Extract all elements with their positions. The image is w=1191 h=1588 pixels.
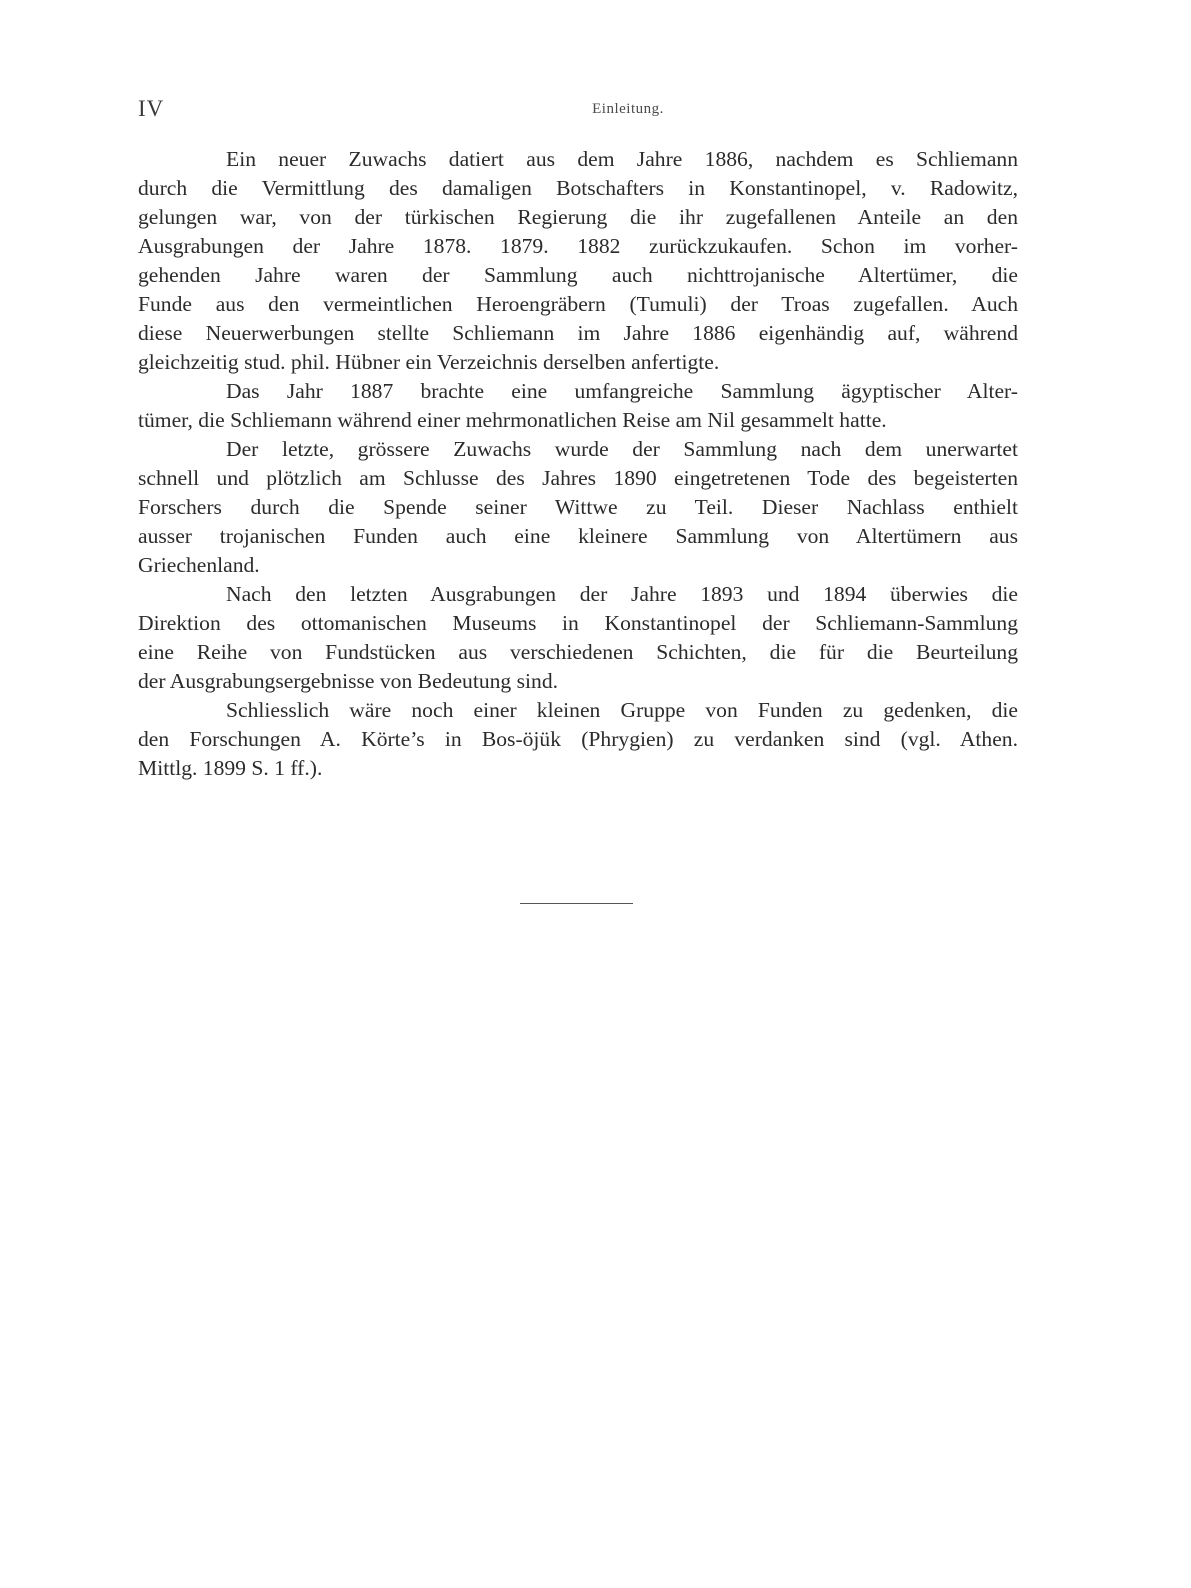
text-line: Das Jahr 1887 brachte eine umfangreiche Sammlung ägyptischer Alter-	[226, 379, 1018, 403]
paragraph-2	[138, 377, 1018, 435]
text-line: Der letzte, grössere Zuwachs wurde der Sammlung nach dem unerwartet	[226, 437, 1018, 461]
text-line: Ein neuer Zuwachs datiert aus dem Jahre 1886, nachdem es Schliemann	[226, 147, 1018, 171]
text-line: diese Neuerwerbungen stellte Schliemann im Jahre 1886 eigenhändig auf, während	[138, 321, 1018, 345]
text-line: Ausgrabungen der Jahre 1878. 1879. 1882 zurückzukaufen. Schon im vorher-	[138, 234, 1018, 258]
text-line: Forschers durch die Spende seiner Wittwe zu Teil. Dieser Nachlass enthielt	[138, 495, 1018, 519]
text-line: Direktion des ottomanischen Museums in Konstantinopel der Schliemann-Sammlung	[138, 611, 1018, 635]
body-text	[138, 145, 1018, 783]
text-line: schnell und plötzlich am Schlusse des Jahres 1890 eingetretenen Tode des begeisterten	[138, 466, 1018, 490]
text-line: Mittlg. 1899 S. 1 ff.).	[138, 756, 323, 780]
running-head: Einleitung.	[592, 101, 664, 117]
text-line: Nach den letzten Ausgrabungen der Jahre 1893 und 1894 überwies die	[226, 582, 1018, 606]
text-line: durch die Vermittlung des damaligen Botschafters in Konstantinopel, v. Radowitz,	[138, 176, 1018, 200]
section-divider	[520, 903, 633, 904]
page-header	[138, 96, 1034, 126]
text-line: Funde aus den vermeintlichen Heroengräbern (Tumuli) der Troas zugefallen. Auch	[138, 292, 1018, 316]
paragraph-3	[138, 435, 1018, 580]
paragraph-4	[138, 580, 1018, 696]
paragraph-5	[138, 696, 1018, 783]
text-line: tümer, die Schliemann während einer mehrmonatlichen Reise am Nil gesammelt hatte.	[138, 408, 887, 432]
text-line: eine Reihe von Fundstücken aus verschiedenen Schichten, die für die Beurteilung	[138, 640, 1018, 664]
text-line: der Ausgrabungsergebnisse von Bedeutung sind.	[138, 669, 559, 693]
text-line: Griechenland.	[138, 553, 260, 577]
text-line: den Forschungen A. Körte’s in Bos-öjük (Phrygien) zu verdanken sind (vgl. Athen.	[138, 727, 1018, 751]
text-line: Schliesslich wäre noch einer kleinen Gruppe von Funden zu gedenken, die	[226, 698, 1018, 722]
text-line: gleichzeitig stud. phil. Hübner ein Verzeichnis derselben anfertigte.	[138, 350, 720, 374]
page-number: IV	[138, 96, 165, 121]
text-line: gehenden Jahre waren der Sammlung auch nichttrojanische Altertümer, die	[138, 263, 1018, 287]
paragraph-1	[138, 145, 1018, 377]
text-line: gelungen war, von der türkischen Regierung die ihr zugefallenen Anteile an den	[138, 205, 1018, 229]
text-line: ausser trojanischen Funden auch eine kleinere Sammlung von Altertümern aus	[138, 524, 1018, 548]
